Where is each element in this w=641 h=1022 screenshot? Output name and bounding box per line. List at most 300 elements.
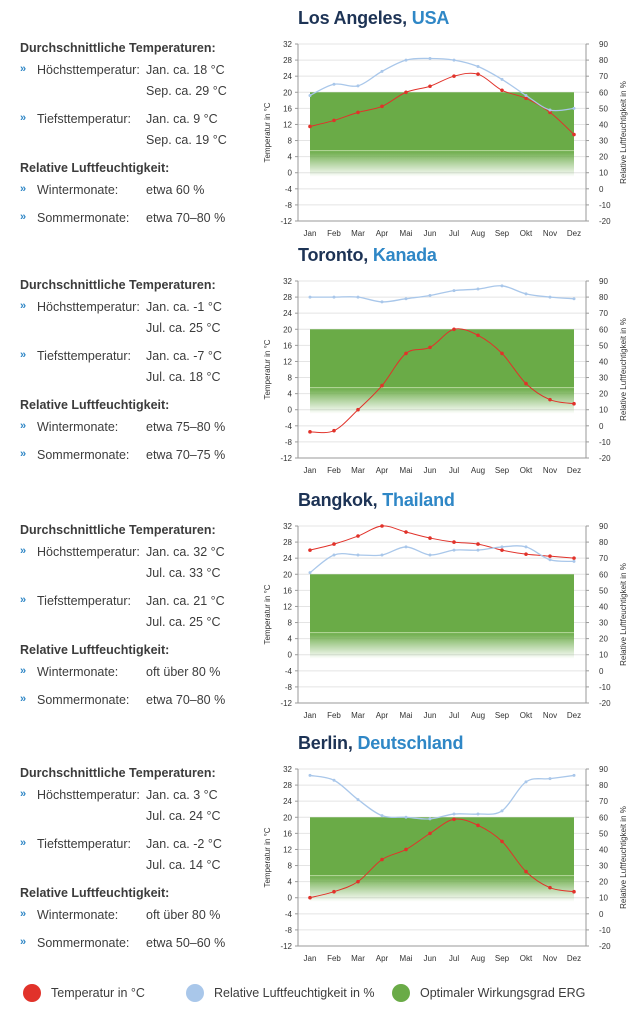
y2-tick-label: 80 [599,56,608,66]
humidity-point [357,84,360,87]
x-tick-label: Jun [423,711,437,720]
humidity-line [310,775,574,819]
winter-row [20,908,270,924]
y-tick-label: 0 [287,168,292,178]
y-tick-label: 8 [287,373,292,383]
temperature-point [404,90,408,94]
row-value: Jan. ca. -1 °C [146,300,222,314]
temperature-point [380,524,384,528]
y-tick-label: 28 [283,56,292,66]
y-tick-label: 20 [283,88,292,98]
humidity-point [333,83,336,86]
x-tick-label: Feb [327,229,341,238]
city-block [0,8,641,238]
y2-tick-label: 90 [599,765,608,774]
y2-tick-label: 60 [599,88,608,98]
x-tick-label: Sep [494,711,510,720]
y-tick-label: -8 [284,925,292,935]
x-tick-label: Jan [303,711,317,720]
min-temp-row-2 [20,858,270,874]
humidity-point [405,545,408,548]
y2-tick-label: 90 [599,40,608,49]
temperature-point [524,870,528,874]
y2-tick-label: 40 [599,120,608,130]
humidity-point [573,107,576,110]
temperature-heading: Durchschnittliche Temperaturen: [20,523,216,537]
row-label: Tiefsttemperatur: [37,837,132,851]
humidity-point [525,94,528,97]
y-axis-title: Temperatur in °C [263,584,272,645]
city-title [298,490,455,511]
row-value: Jan. ca. -7 °C [146,349,222,363]
y2-tick-label: 0 [599,421,604,431]
city-name: Berlin [298,733,348,753]
y2-tick-label: 80 [599,293,608,303]
temperature-point [356,111,360,115]
max-temp-row-2 [20,84,270,100]
row-value: Jul. ca. 25 °C [146,321,221,335]
y2-tick-label: 10 [599,168,608,178]
y2-tick-label: -20 [599,217,611,226]
country-name: Thailand [382,490,455,510]
humidity-point [573,560,576,563]
y2-tick-label: -10 [599,682,611,692]
bullet-icon: » [20,183,27,195]
humidity-point [525,545,528,548]
y-tick-label: -12 [280,699,292,708]
y-tick-label: 28 [283,781,292,791]
row-value: etwa 70–80 % [146,693,226,707]
temperature-point [428,346,432,350]
row-value: Jan. ca. 9 °C [146,112,218,126]
y-tick-label: 0 [287,405,292,415]
row-label: Tiefsttemperatur: [37,594,132,608]
bullet-icon: » [20,665,27,677]
max-temp-row [20,788,270,804]
row-value: etwa 50–60 % [146,936,226,950]
humidity-point [333,296,336,299]
row-value: Jul. ca. 24 °C [146,809,221,823]
x-tick-label: Dez [566,229,582,238]
humidity-point [333,553,336,556]
title-separator: , [347,733,353,753]
row-value: oft über 80 % [146,908,221,922]
y-tick-label: 12 [283,120,292,130]
min-temp-row-2 [20,133,270,149]
y-tick-label: -8 [284,200,292,210]
temperature-point [380,858,384,862]
humidity-point [573,297,576,300]
x-tick-label: Jul [448,954,460,963]
y-tick-label: 8 [287,861,292,871]
city-name: Bangkok [298,490,373,510]
humidity-line [310,286,574,302]
row-label: Tiefsttemperatur: [37,349,132,363]
humidity-point [549,777,552,780]
climate-chart [258,761,641,973]
x-tick-label: Dez [566,466,582,475]
humidity-heading: Relative Luftfeuchtigkeit: [20,398,170,412]
y-tick-label: -4 [284,909,292,919]
row-value: Jul. ca. 25 °C [146,615,221,629]
city-name: Toronto [298,245,364,265]
temperature-point [524,552,528,556]
summer-row [20,693,270,709]
humidity-point [429,294,432,297]
summer-row [20,448,270,464]
y2-tick-label: 50 [599,104,608,114]
y-tick-label: 32 [283,765,292,774]
y2-tick-label: 20 [599,877,608,887]
row-value: Jan. ca. -2 °C [146,837,222,851]
row-label: Wintermonate: [37,420,119,434]
temperature-point [476,824,480,828]
humidity-point [453,549,456,552]
climate-chart [258,36,641,248]
temperature-point [356,534,360,538]
y-tick-label: -4 [284,666,292,676]
y2-tick-label: 80 [599,781,608,791]
y-tick-label: 16 [283,829,292,839]
y-tick-label: 4 [287,877,292,887]
legend-swatch-temperature [23,984,41,1002]
y2-tick-label: 10 [599,405,608,415]
x-tick-label: Feb [327,466,341,475]
humidity-point [477,549,480,552]
y-tick-label: 28 [283,293,292,303]
temperature-heading: Durchschnittliche Temperaturen: [20,278,216,292]
chart-legend [0,984,641,1004]
temperature-point [452,817,456,821]
y-tick-label: -12 [280,942,292,951]
temperature-point [380,384,384,388]
x-tick-label: Mai [399,466,413,475]
y2-tick-label: 70 [599,797,608,807]
max-temp-row [20,545,270,561]
x-tick-label: Aug [470,229,486,238]
x-tick-label: Mar [351,229,365,238]
row-value: etwa 70–80 % [146,211,226,225]
humidity-point [333,779,336,782]
y2-tick-label: 30 [599,136,608,146]
y2-tick-label: -20 [599,942,611,951]
row-value: Jan. ca. 21 °C [146,594,225,608]
y-tick-label: 0 [287,893,292,903]
y2-tick-label: 40 [599,602,608,612]
y-tick-label: 16 [283,341,292,351]
x-tick-label: Nov [542,466,558,475]
min-temp-row-2 [20,615,270,631]
temperature-point [452,540,456,544]
humidity-point [357,296,360,299]
winter-row [20,183,270,199]
row-label: Sommermonate: [37,693,130,707]
x-tick-label: Sep [494,954,510,963]
y-tick-label: 32 [283,40,292,49]
title-separator: , [372,490,378,510]
row-value: etwa 70–75 % [146,448,226,462]
row-label: Sommermonate: [37,936,130,950]
y-tick-label: 32 [283,277,292,286]
temperature-point [428,832,432,836]
temperature-point [332,890,336,894]
optimal-band-fade [310,151,574,177]
bullet-icon: » [20,112,27,124]
y2-tick-label: -10 [599,925,611,935]
y-axis-title: Temperatur in °C [263,827,272,888]
bullet-icon: » [20,837,27,849]
x-tick-label: Mar [351,466,365,475]
row-label: Wintermonate: [37,183,119,197]
row-value: Jul. ca. 18 °C [146,370,221,384]
bullet-icon: » [20,63,27,75]
x-tick-label: Apr [375,711,389,720]
max-temp-row [20,63,270,79]
row-value: etwa 60 % [146,183,205,197]
temperature-point [572,890,576,894]
x-tick-label: Dez [566,954,582,963]
humidity-point [549,558,552,561]
y2-tick-label: 10 [599,893,608,903]
optimal-band-fade [310,388,574,414]
bullet-icon: » [20,349,27,361]
temperature-point [548,398,552,402]
temperature-point [476,334,480,338]
temperature-heading: Durchschnittliche Temperaturen: [20,41,216,55]
optimal-band [310,817,574,875]
humidity-point [477,65,480,68]
min-temp-row-2 [20,370,270,386]
x-tick-label: Jan [303,229,317,238]
row-value: Sep. ca. 19 °C [146,133,227,147]
y-tick-label: 8 [287,618,292,628]
bullet-icon: » [20,448,27,460]
row-label: Tiefsttemperatur: [37,112,132,126]
humidity-point [357,798,360,801]
y2-tick-label: 10 [599,650,608,660]
x-tick-label: Apr [375,954,389,963]
x-tick-label: Jan [303,954,317,963]
y2-tick-label: 70 [599,554,608,564]
y-tick-label: 16 [283,586,292,596]
winter-row [20,420,270,436]
temperature-point [500,840,504,844]
legend-swatch-humidity [186,984,204,1002]
min-temp-row [20,594,270,610]
title-separator: , [402,8,407,28]
city-name: Los Angeles [298,8,403,28]
climate-chart [258,273,641,485]
humidity-point [381,553,384,556]
y2-tick-label: -20 [599,699,611,708]
x-tick-label: Jun [423,466,437,475]
optimal-band-fade [310,876,574,902]
x-tick-label: Sep [494,229,510,238]
temperature-point [380,105,384,109]
temperature-point [500,548,504,552]
max-temp-row-2 [20,321,270,337]
y2-axis-title: Relative Luftfeuchtigkeit in % [619,81,628,184]
humidity-heading: Relative Luftfeuchtigkeit: [20,886,170,900]
bullet-icon: » [20,936,27,948]
humidity-point [453,813,456,816]
row-label: Höchsttemperatur: [37,300,140,314]
x-tick-label: Jul [448,229,460,238]
y2-tick-label: 20 [599,634,608,644]
x-tick-label: Jun [423,954,437,963]
temperature-point [500,352,504,356]
y-tick-label: 24 [283,309,292,319]
humidity-line [310,546,574,573]
summer-row [20,936,270,952]
humidity-point [309,94,312,97]
row-value: etwa 75–80 % [146,420,226,434]
climate-chart [258,518,641,730]
y2-tick-label: 0 [599,184,604,194]
temperature-point [404,530,408,534]
y2-tick-label: 50 [599,341,608,351]
row-value: Jul. ca. 14 °C [146,858,221,872]
city-block [0,245,641,475]
min-temp-row [20,837,270,853]
min-temp-row [20,349,270,365]
y2-tick-label: -10 [599,437,611,447]
row-value: Jan. ca. 3 °C [146,788,218,802]
y-tick-label: 4 [287,152,292,162]
max-temp-row-2 [20,566,270,582]
humidity-heading: Relative Luftfeuchtigkeit: [20,643,170,657]
humidity-point [549,108,552,111]
city-title [298,733,463,754]
y2-axis-title: Relative Luftfeuchtigkeit in % [619,806,628,909]
y2-tick-label: 20 [599,389,608,399]
y-tick-label: 0 [287,650,292,660]
y2-tick-label: 90 [599,277,608,286]
x-tick-label: Apr [375,466,389,475]
row-label: Wintermonate: [37,665,119,679]
temperature-point [356,880,360,884]
y2-tick-label: 60 [599,813,608,823]
temperature-point [572,402,576,406]
humidity-point [405,297,408,300]
humidity-point [453,289,456,292]
x-tick-label: Mai [399,954,413,963]
y-tick-label: 20 [283,570,292,580]
min-temp-row [20,112,270,128]
y-axis-title: Temperatur in °C [263,339,272,400]
y2-tick-label: 30 [599,618,608,628]
y-axis-title: Temperatur in °C [263,102,272,163]
temperature-point [476,72,480,76]
y-tick-label: 4 [287,634,292,644]
humidity-point [405,59,408,62]
city-title [298,8,449,29]
y-tick-label: -4 [284,184,292,194]
temperature-point [308,896,312,900]
country-name: USA [411,8,450,28]
city-title [298,245,437,266]
humidity-point [357,553,360,556]
y2-tick-label: 70 [599,72,608,82]
y-tick-label: 8 [287,136,292,146]
y-tick-label: 20 [283,813,292,823]
max-temp-row [20,300,270,316]
optimal-band [310,574,574,632]
x-tick-label: Mar [351,711,365,720]
humidity-point [309,296,312,299]
x-tick-label: Okt [519,954,533,963]
x-tick-label: Nov [542,954,558,963]
y2-axis-title: Relative Luftfeuchtigkeit in % [619,563,628,666]
humidity-point [501,78,504,81]
temperature-point [332,542,336,546]
x-tick-label: Jan [303,466,317,475]
y2-tick-label: 30 [599,861,608,871]
temperature-point [308,125,312,129]
temperature-point [332,429,336,433]
humidity-point [477,813,480,816]
row-value: Jan. ca. 32 °C [146,545,225,559]
row-value: oft über 80 % [146,665,221,679]
humidity-heading: Relative Luftfeuchtigkeit: [20,161,170,175]
humidity-point [501,284,504,287]
y2-tick-label: 60 [599,570,608,580]
y-tick-label: 28 [283,538,292,548]
y-tick-label: -4 [284,421,292,431]
bullet-icon: » [20,211,27,223]
legend-label-optimal: Optimaler Wirkungsgrad ERG [420,986,586,1000]
humidity-point [429,553,432,556]
row-label: Höchsttemperatur: [37,545,140,559]
row-label: Sommermonate: [37,211,130,225]
x-tick-label: Nov [542,229,558,238]
x-tick-label: Jul [448,466,460,475]
y2-tick-label: 90 [599,522,608,531]
humidity-point [477,288,480,291]
row-label: Höchsttemperatur: [37,63,140,77]
humidity-point [525,292,528,295]
y2-tick-label: 70 [599,309,608,319]
country-name: Deutschland [357,733,464,753]
humidity-point [429,57,432,60]
city-block [0,490,641,720]
y-tick-label: 16 [283,104,292,114]
temperature-point [476,542,480,546]
y-tick-label: 24 [283,797,292,807]
humidity-point [453,59,456,62]
row-value: Jul. ca. 33 °C [146,566,221,580]
row-label: Höchsttemperatur: [37,788,140,802]
y-tick-label: 12 [283,845,292,855]
x-tick-label: Mar [351,954,365,963]
bullet-icon: » [20,908,27,920]
humidity-point [573,774,576,777]
humidity-point [501,809,504,812]
legend-label-temperature: Temperatur in °C [51,986,145,1000]
y-tick-label: -12 [280,217,292,226]
city-block [0,733,641,963]
y-tick-label: 24 [283,554,292,564]
y-tick-label: -8 [284,437,292,447]
y-tick-label: 32 [283,522,292,531]
humidity-point [309,571,312,574]
temperature-point [404,848,408,852]
y2-tick-label: 80 [599,538,608,548]
bullet-icon: » [20,693,27,705]
temperature-point [308,548,312,552]
y2-tick-label: 0 [599,666,604,676]
bullet-icon: » [20,594,27,606]
